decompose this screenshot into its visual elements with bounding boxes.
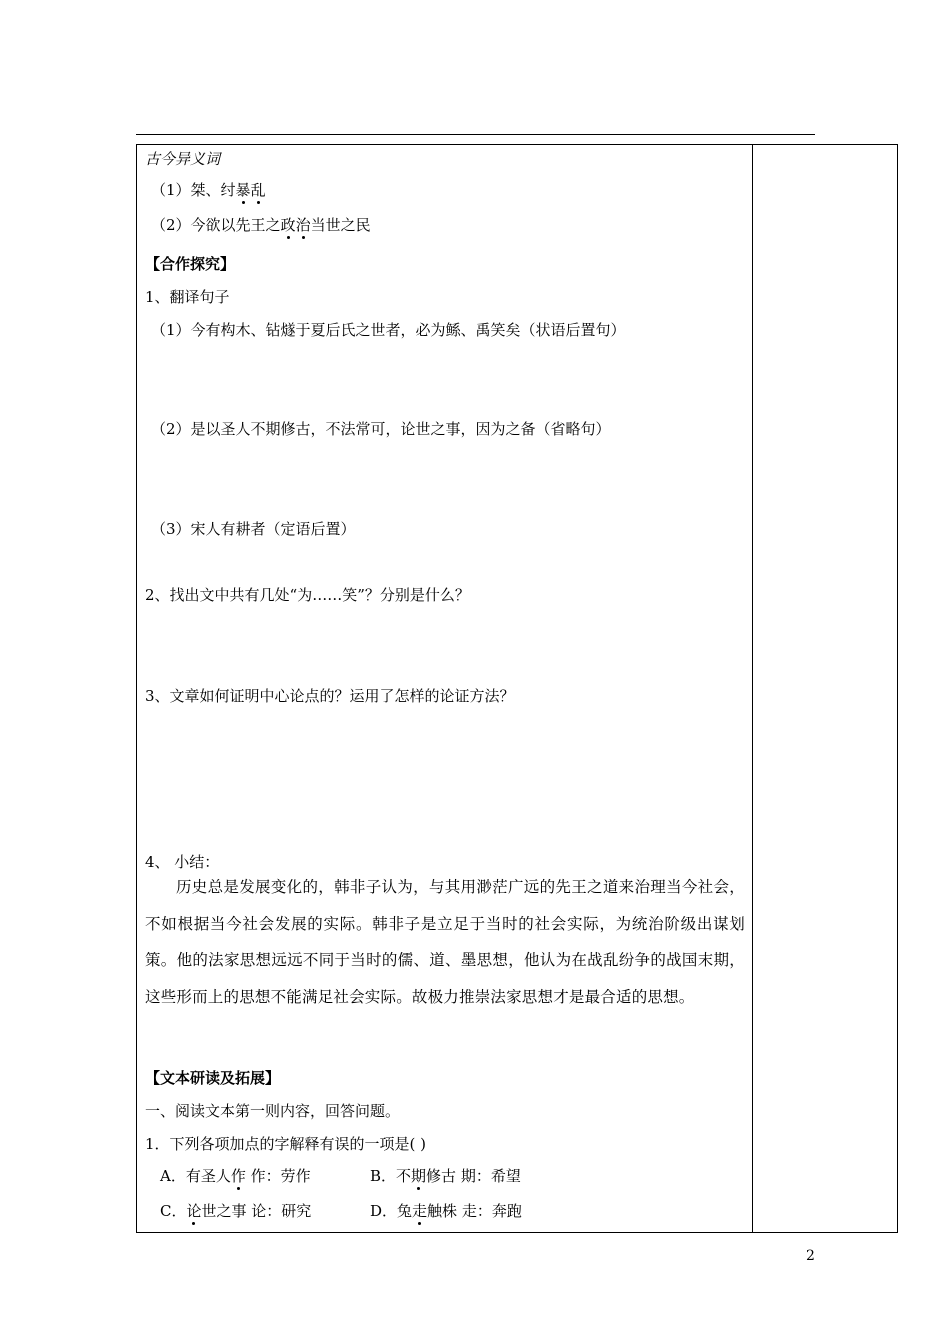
option-d xyxy=(370,1201,522,1221)
emphasis-char: 治 xyxy=(295,216,311,234)
emphasis-char: 走 xyxy=(412,1202,428,1220)
question-1-title: 1、翻译句子 xyxy=(145,288,230,306)
table-column-divider xyxy=(752,144,753,1233)
option-c xyxy=(160,1201,311,1221)
option-d-text: D．兔 xyxy=(370,1202,413,1220)
gujin-item-2-text: （2）今欲以先王之 xyxy=(151,216,281,234)
option-c-tail: 世之事 论：研究 xyxy=(201,1202,312,1220)
option-b xyxy=(370,1166,521,1186)
emphasis-char: 暴 xyxy=(235,181,251,199)
option-b-tail: 修古 期：希望 xyxy=(426,1167,521,1185)
mc-question-1-stem: 1．下列各项加点的字解释有误的一项是( ) xyxy=(145,1135,427,1153)
option-c-text: C． xyxy=(160,1202,187,1220)
gujin-item-2 xyxy=(151,215,371,235)
question-2: 2、找出文中共有几处“为……笑”？分别是什么？ xyxy=(145,586,470,604)
heading-hezuo-tanjiu: 【合作探究】 xyxy=(145,255,236,273)
option-a-tail: 作：劳作 xyxy=(245,1167,311,1185)
part-1-title: 一、阅读文本第一则内容，回答问题。 xyxy=(145,1102,401,1120)
summary-paragraph: 历史总是发展变化的，韩非子认为，与其用渺茫广远的先王之道来治理当今社会，不如根据当今社会发展的实际。韩非子是立足于当时的社会实际，为统治阶级出谋划策。他的法家思想远远不同于当时的儒、道、墨思想，他认为在战乱纷争的战国末期，这些形而上的思想不能满足社会实际。故极力推崇法家思想才是最合适的思想。 xyxy=(145,878,745,1006)
gujin-item-1-text: （1）桀、纣 xyxy=(151,181,236,199)
emphasis-char: 论 xyxy=(186,1202,202,1220)
question-1-sentence-3: （3）宋人有耕者（定语后置） xyxy=(151,520,356,538)
question-1-sentence-1: （1）今有构木、钻燧于夏后氏之世者，必为鲧、禹笑矣（状语后置句） xyxy=(151,321,626,339)
header-rule xyxy=(136,134,815,135)
section-title-gujin: 古今异义词 xyxy=(145,150,221,168)
question-1-sentence-2: （2）是以圣人不期修古，不法常可，论世之事，因为之备（省略句） xyxy=(151,420,611,438)
option-a xyxy=(160,1166,311,1186)
option-d-tail: 触株 走：奔跑 xyxy=(427,1202,522,1220)
gujin-item-2-tail: 当世之民 xyxy=(310,216,371,234)
emphasis-char: 乱 xyxy=(250,181,266,199)
emphasis-char: 期 xyxy=(411,1167,427,1185)
page-number: 2 xyxy=(806,1248,815,1264)
option-a-text: A．有圣人 xyxy=(160,1167,231,1185)
gujin-item-1 xyxy=(151,180,266,200)
emphasis-char: 作 xyxy=(230,1167,246,1185)
emphasis-char: 政 xyxy=(280,216,296,234)
option-b-text: B．不 xyxy=(370,1167,412,1185)
question-4-title: 4、 小结： xyxy=(145,853,220,871)
question-3: 3、文章如何证明中心论点的？运用了怎样的论证方法？ xyxy=(145,687,515,705)
heading-wenben-yandu: 【文本研读及拓展】 xyxy=(145,1069,281,1087)
